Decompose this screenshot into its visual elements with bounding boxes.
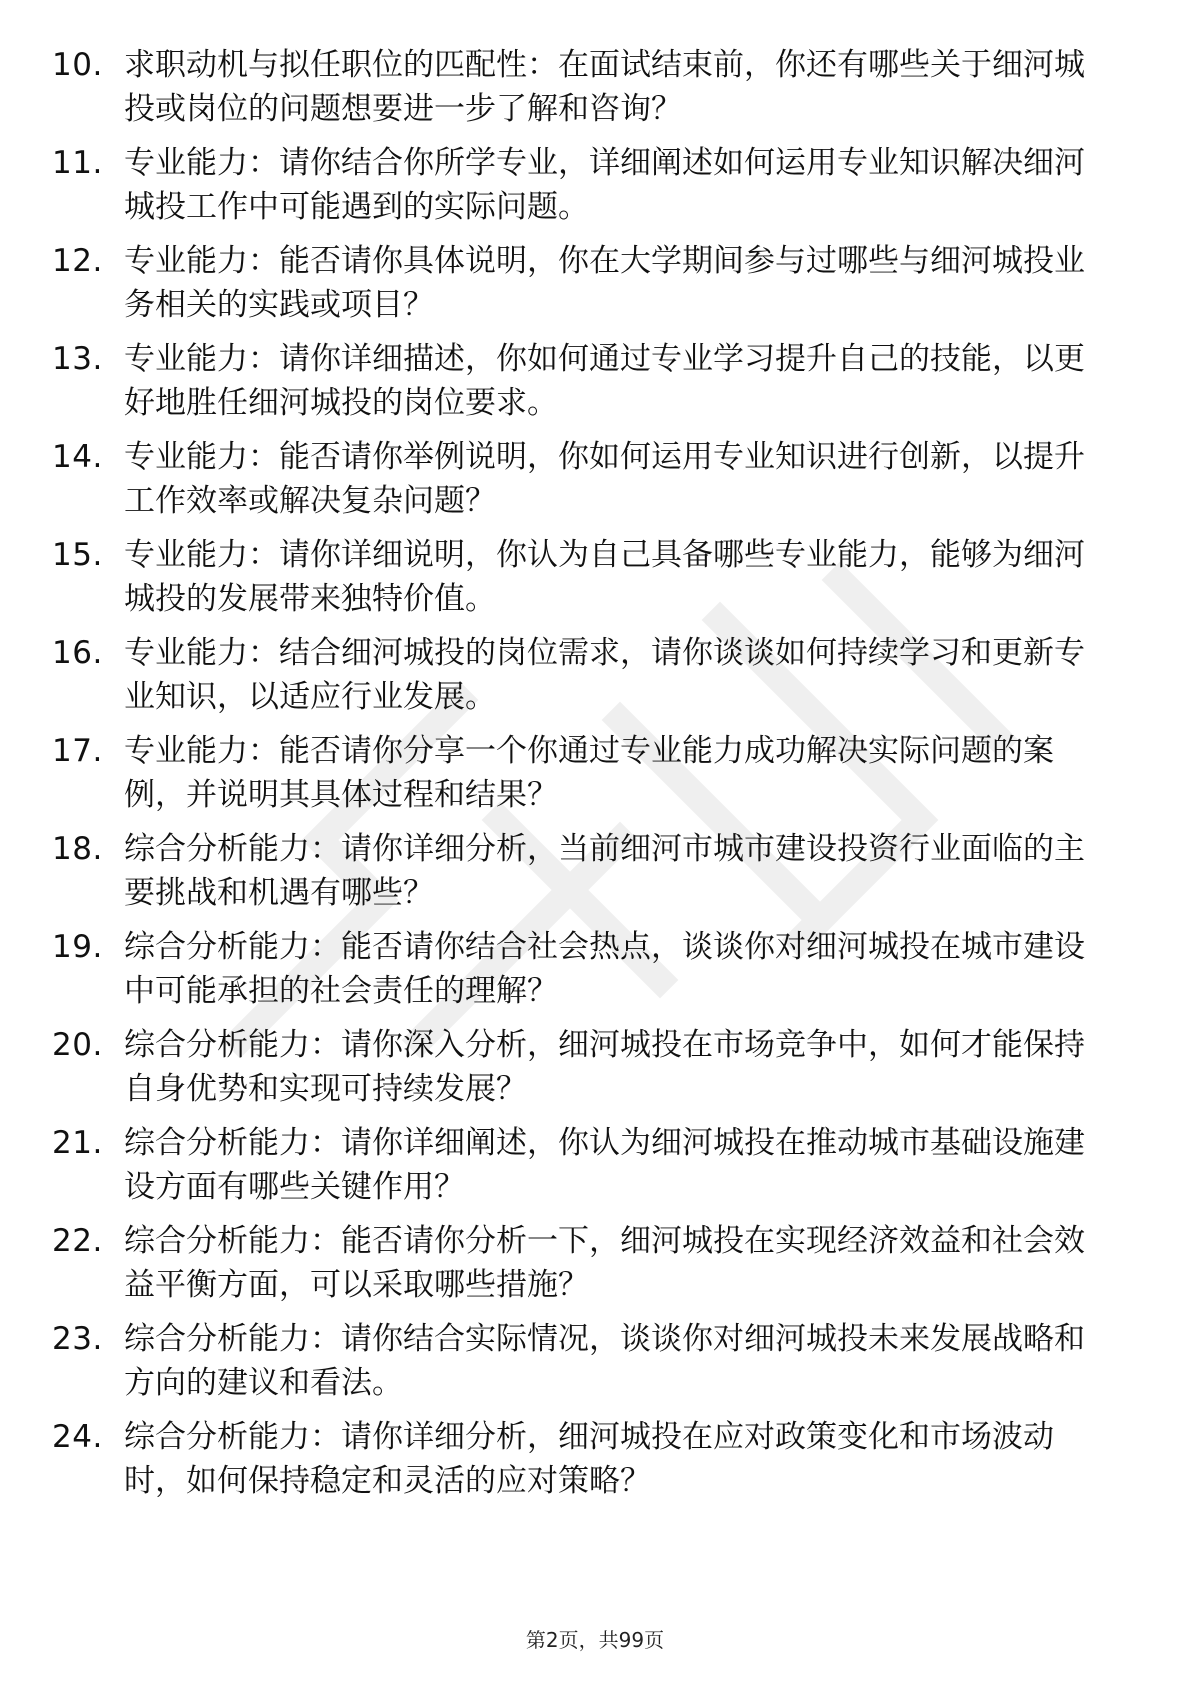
question-number: 18. (52, 831, 103, 867)
question-item (52, 240, 1112, 327)
question-number: 14. (52, 439, 103, 475)
question-text: 综合分析能力：请你结合实际情况，谈谈你对细河城投未来发展战略和方向的建议和看法。 (124, 1321, 1085, 1401)
question-item (52, 534, 1112, 621)
question-number: 13. (52, 341, 103, 377)
question-text: 综合分析能力：能否请你结合社会热点，谈谈你对细河城投在城市建设中可能承担的社会责任的理解？ (124, 929, 1085, 1009)
question-item (52, 338, 1112, 425)
question-number: 15. (52, 537, 103, 573)
question-number: 19. (52, 929, 103, 965)
question-item (52, 1220, 1112, 1307)
question-text: 求职动机与拟任职位的匹配性：在面试结束前，你还有哪些关于细河城投或岗位的问题想要进一步了解和咨询？ (124, 47, 1085, 127)
question-item (52, 1024, 1112, 1111)
question-text: 专业能力：请你结合你所学专业，详细阐述如何运用专业知识解决细河城投工作中可能遇到的实际问题。 (124, 145, 1085, 225)
question-item (52, 632, 1112, 719)
question-item (52, 436, 1112, 523)
question-text: 专业能力：请你详细描述，你如何通过专业学习提升自己的技能，以更好地胜任细河城投的岗位要求。 (124, 341, 1085, 421)
question-item (52, 142, 1112, 229)
question-number: 21. (52, 1125, 103, 1161)
question-number: 11. (52, 145, 103, 181)
question-text: 专业能力：能否请你分享一个你通过专业能力成功解决实际问题的案例，并说明其具体过程和结果？ (124, 733, 1054, 813)
question-number: 16. (52, 635, 103, 671)
question-list (52, 44, 1112, 1514)
question-number: 22. (52, 1223, 103, 1259)
question-text: 综合分析能力：请你详细分析，细河城投在应对政策变化和市场波动时，如何保持稳定和灵活的应对策略？ (124, 1419, 1054, 1499)
question-text: 专业能力：能否请你举例说明，你如何运用专业知识进行创新，以提升工作效率或解决复杂问题？ (124, 439, 1085, 519)
question-text: 专业能力：请你详细说明，你认为自己具备哪些专业能力，能够为细河城投的发展带来独特价值。 (124, 537, 1085, 617)
question-text: 专业能力：结合细河城投的岗位需求，请你谈谈如何持续学习和更新专业知识，以适应行业发展。 (124, 635, 1085, 715)
question-number: 12. (52, 243, 103, 279)
question-item (52, 1122, 1112, 1209)
question-text: 综合分析能力：能否请你分析一下，细河城投在实现经济效益和社会效益平衡方面，可以采取哪些措施？ (124, 1223, 1085, 1303)
question-item (52, 730, 1112, 817)
question-text: 综合分析能力：请你详细分析，当前细河市城市建设投资行业面临的主要挑战和机遇有哪些？ (124, 831, 1085, 911)
question-item (52, 926, 1112, 1013)
question-item (52, 828, 1112, 915)
question-number: 17. (52, 733, 103, 769)
question-text: 综合分析能力：请你深入分析，细河城投在市场竞争中，如何才能保持自身优势和实现可持续发展？ (124, 1027, 1085, 1107)
question-number: 20. (52, 1027, 103, 1063)
question-number: 23. (52, 1321, 103, 1357)
question-text: 专业能力：能否请你具体说明，你在大学期间参与过哪些与细河城投业务相关的实践或项目？ (124, 243, 1085, 323)
question-number: 24. (52, 1419, 103, 1455)
question-item (52, 44, 1112, 131)
page-footer: 第2页，共99页 (525, 1628, 665, 1652)
question-item (52, 1318, 1112, 1405)
question-item (52, 1416, 1112, 1503)
question-number: 10. (52, 47, 103, 83)
question-text: 综合分析能力：请你详细阐述，你认为细河城投在推动城市基础设施建设方面有哪些关键作用？ (124, 1125, 1085, 1205)
